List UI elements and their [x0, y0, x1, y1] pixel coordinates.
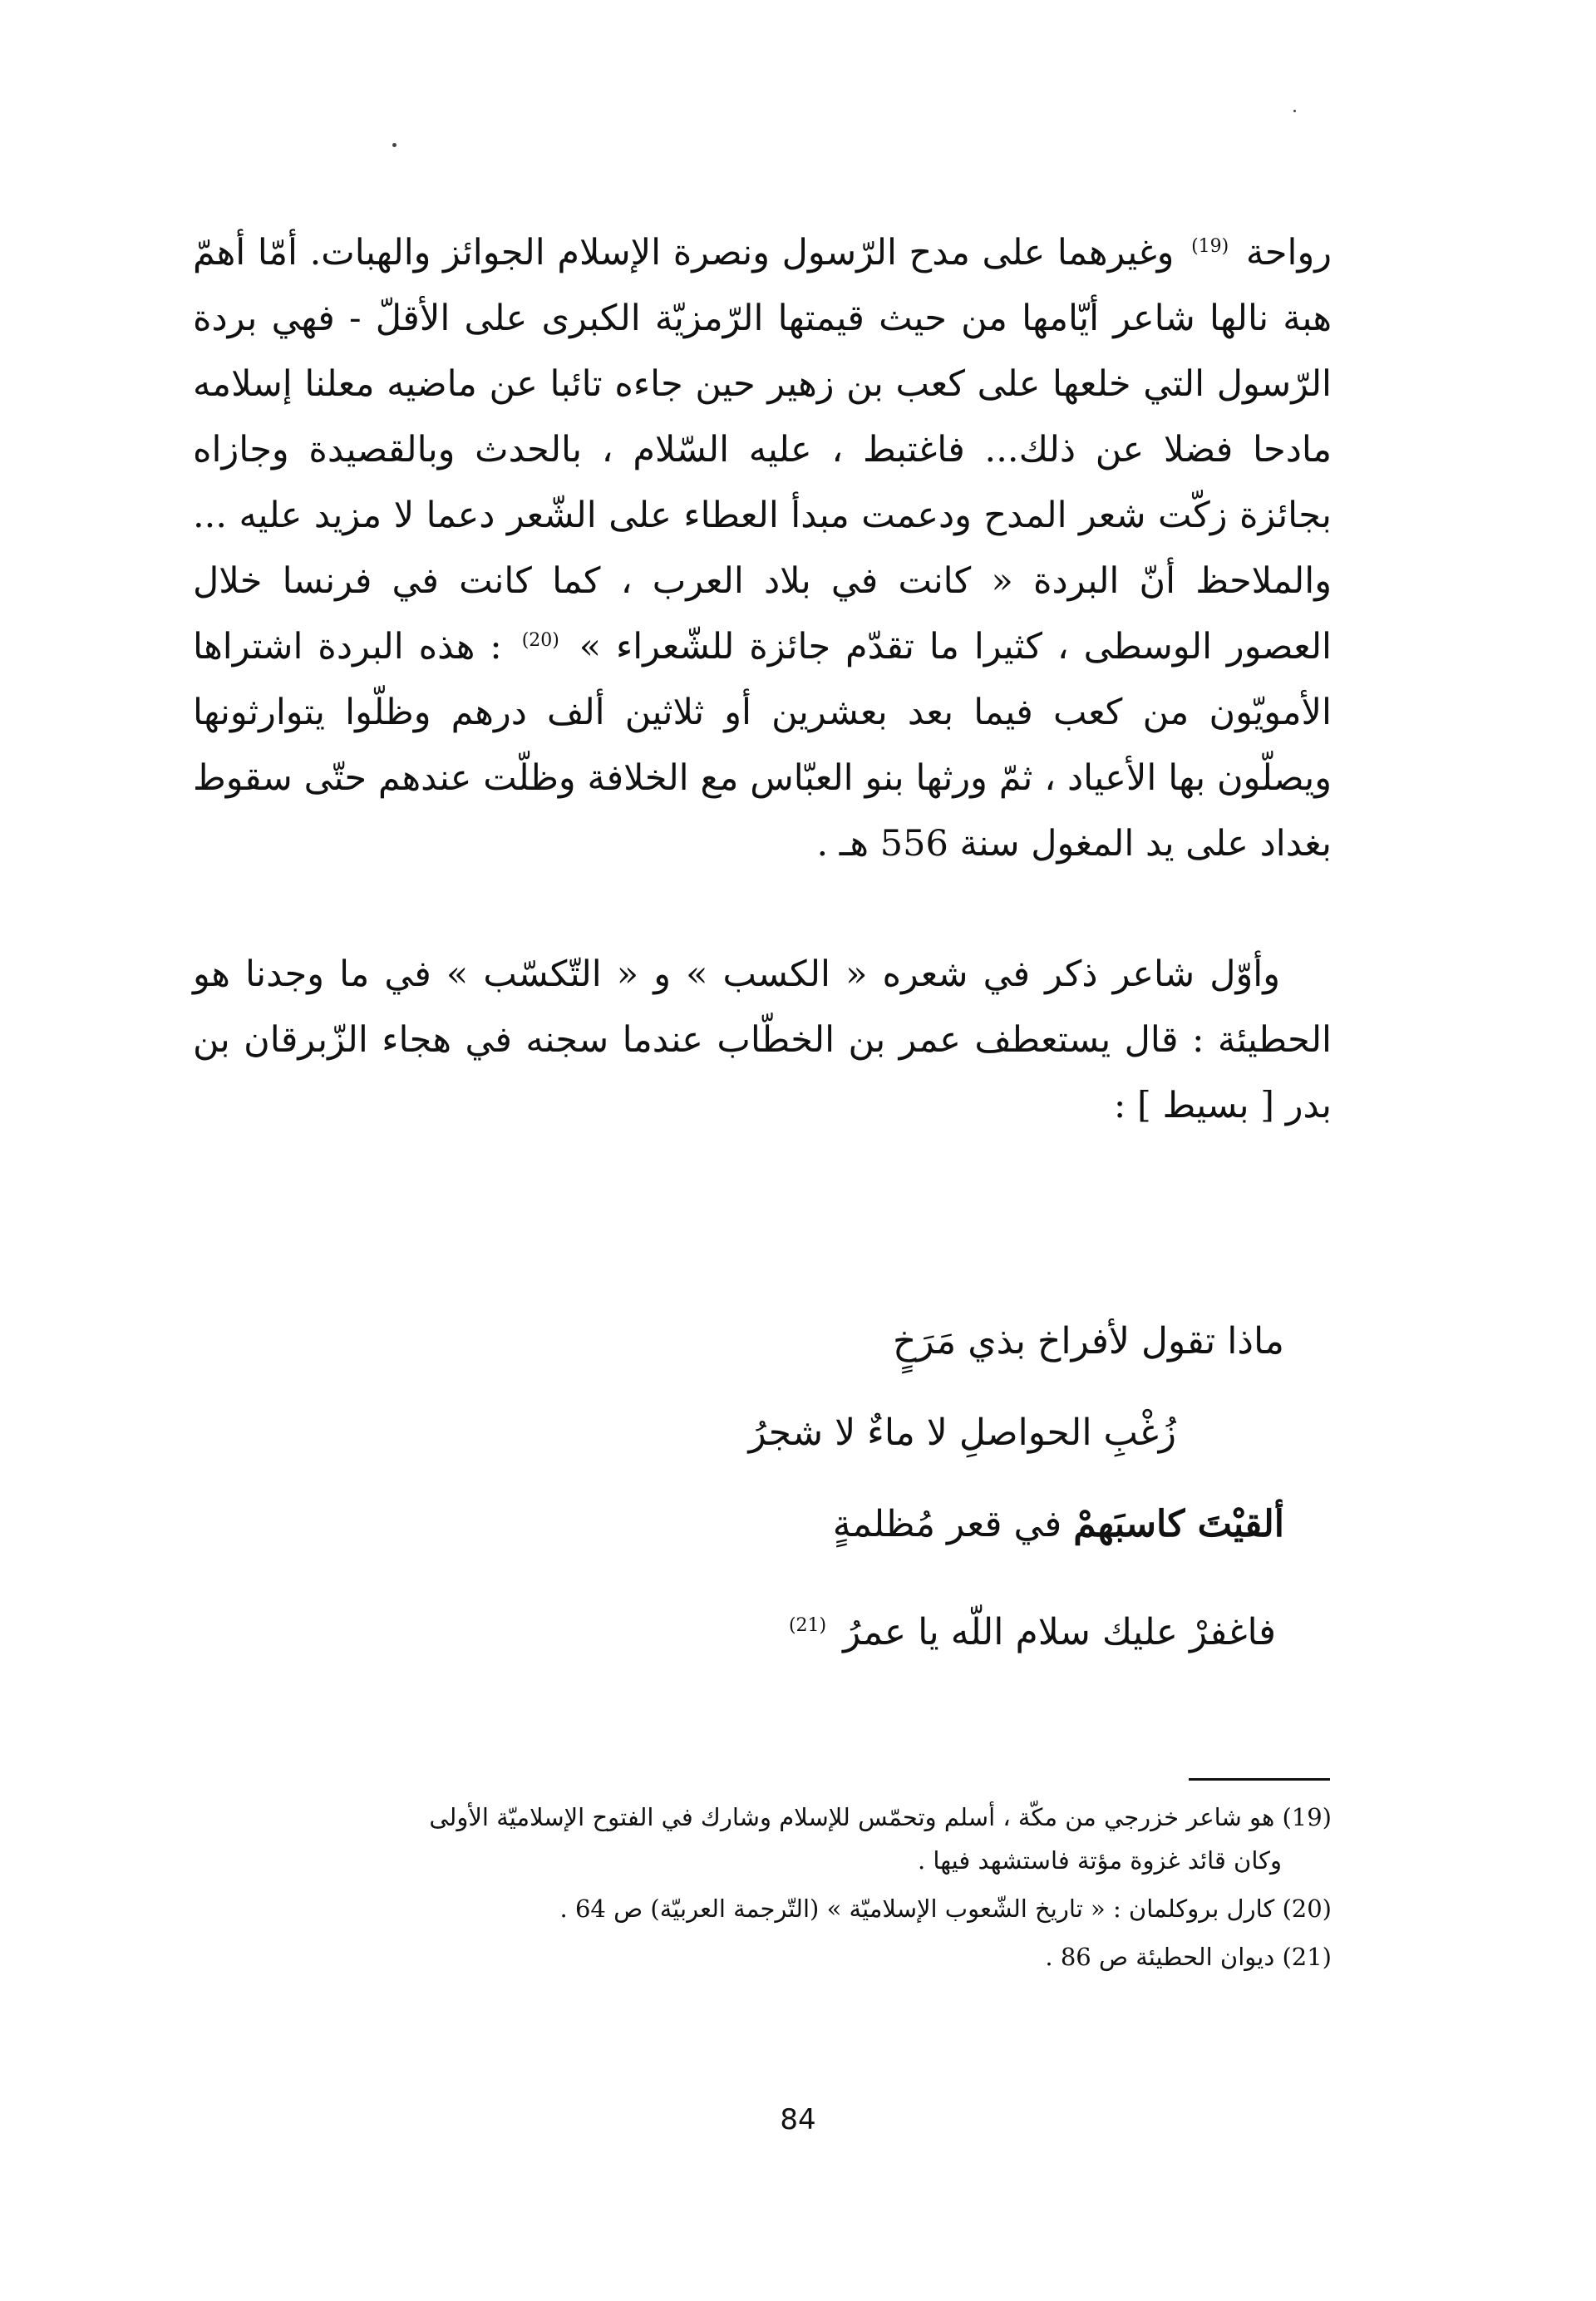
poem-verse-3-emphasis: ألقيْتَ كاسبَهمْ [1073, 1503, 1284, 1545]
paragraph-1-start: رواحة [1245, 232, 1332, 273]
paragraph-1 [193, 220, 1332, 877]
paragraph-2: وأوّل شاعر ذكر في شعره « الكسب » و « التّكسّب » في ما وجدنا هو الحطيئة : قال يستعطف عمر بن الخطّاب عندما سجنه في هجاء الزّبرقان بن بدر [ بسيط ] : [193, 953, 1332, 1126]
scan-speck [392, 143, 397, 147]
footnote-number: (20) [1282, 1895, 1332, 1923]
page-number: 84 [780, 2103, 816, 2136]
footnote-ref-21: (21) [788, 1615, 827, 1637]
footnote-number: (21) [1282, 1943, 1332, 1971]
poem-verse-4 [784, 1611, 1276, 1653]
body-text [193, 220, 1332, 1139]
poem-verse-3-rest: في قعر مُظلمةٍ [832, 1503, 1062, 1545]
poem-verse-4-text: فاغفرْ عليك سلام اللّه يا عمرُ [843, 1611, 1276, 1653]
footnote-text: هو شاعر خزرجي من مكّة ، أسلم وتحمّس للإسلام وشارك في الفتوح الإسلاميّة الأولى [429, 1803, 1275, 1831]
poem-verse-2: زُغْبِ الحواصلِ لا ماءٌ لا شجرُ [748, 1412, 1176, 1454]
poem-verse-3 [833, 1503, 1284, 1545]
footnote-continuation: وكان قائد غزوة مؤتة فاستشهد فيها . [918, 1846, 1282, 1875]
footnote-20 [185, 1887, 1332, 1930]
footnote-21 [185, 1935, 1332, 1978]
footnote-ref-20: (20) [521, 629, 559, 651]
footnote-text: كارل بروكلمان : « تاريخ الشّعوب الإسلاميّة » (التّرجمة العربيّة) ص 64 . [559, 1895, 1275, 1923]
footnote-number: (19) [1282, 1803, 1332, 1831]
paragraph-1-end: : هذه البردة اشتراها الأمويّون من كعب فيما بعد بعشرين أو ثلاثين ألف درهم وظلّوا يتوارثونها ويصلّون بها الأعياد ، ثمّ ورثها بنو العبّاس مع الخلافة وظلّت عندهم حتّى سقوط بغداد على يد المغول سنة 556 هـ . [193, 626, 1332, 865]
footnote-ref-19: (19) [1191, 235, 1229, 257]
footnote-text: ديوان الحطيئة ص 86 . [1045, 1943, 1275, 1971]
footnotes [185, 1796, 1332, 1983]
scan-speck [1293, 110, 1296, 112]
footnote-divider [1189, 1778, 1330, 1781]
footnote-19 [185, 1796, 1332, 1882]
poem-verse-1: ماذا تقول لأفراخ بذي مَرَخٍ [892, 1320, 1284, 1362]
paragraph-1-middle: وغيرهما على مدح الرّسول ونصرة الإسلام الجوائز والهبات. أمّا أهمّ هبة نالها شاعر أيّامها من حيث قيمتها الرّمزيّة الكبرى على الأقلّ - فهي بردة الرّسول التي خلعها على كعب بن زهير حين جاءه تائبا عن ماضيه معلنا إسلامه مادحا فضلا عن ذلك... فاغتبط ، عليه السّلام ، بالحدث وبالقصيدة وجازاه بجائزة زكّت شعر المدح ودعمت مبدأ العطاء على الشّعر دعما لا مزيد عليه ... والملاحظ أنّ البردة « كانت في بلاد العرب ، كما كانت في فرنسا خلال العصور الوسطى ، كثيرا ما تقدّم جائزة للشّعراء » [193, 232, 1332, 668]
